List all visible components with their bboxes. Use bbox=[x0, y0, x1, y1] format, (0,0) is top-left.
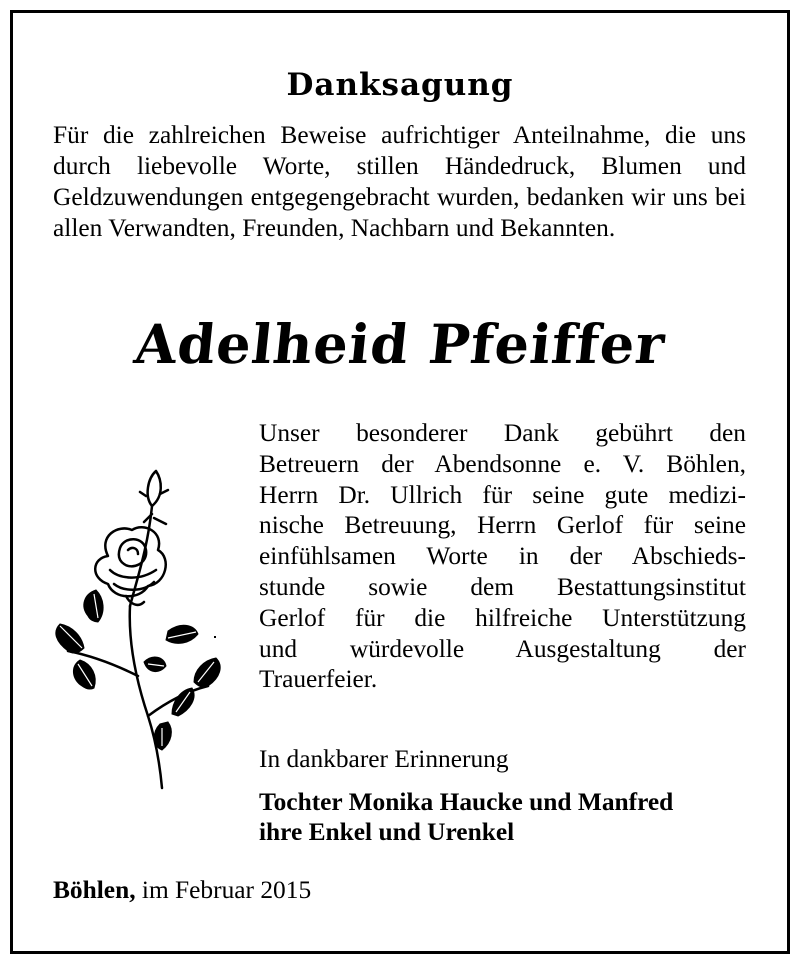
thanks-line: und würdevolle Ausgestaltung der bbox=[259, 634, 746, 663]
place-date bbox=[53, 876, 311, 905]
thanks-line: nische Betreuung, Herrn Gerlof für seine bbox=[259, 511, 746, 540]
intro-paragraph: Für die zahlreichen Beweise aufrichtiger Anteilnahme, die uns durch liebevolle Worte, stillen Händedruck, Blumen und Geldzuwendungen entgegengebracht wurden, bedanken wir uns bei allen Verwandten, Freunden, Nachbarn und Bekannten. bbox=[53, 121, 746, 242]
thanks-line: Trauerfeier. bbox=[259, 665, 378, 694]
rose-icon bbox=[48, 466, 223, 791]
deceased-name: Adelheid Pfeiffer bbox=[131, 312, 669, 376]
thanks-line: Gerlof für die hilfreiche Unterstützung bbox=[259, 603, 746, 632]
signatory-line: Tochter Monika Haucke und Manfred bbox=[259, 788, 674, 816]
date: im Februar 2015 bbox=[135, 876, 312, 904]
thanks-line: Herrn Dr. Ullrich für seine gute medizi- bbox=[259, 480, 746, 509]
thanks-paragraph bbox=[259, 418, 746, 695]
thanks-line: einfühlsamen Worte in der Abschieds- bbox=[259, 542, 746, 571]
signatories bbox=[259, 787, 673, 847]
thanks-line: stunde sowie dem Bestattungsinstitut bbox=[259, 572, 746, 601]
thanks-line: Betreuern der Abendsonne e. V. Böhlen, bbox=[259, 449, 746, 478]
ornament-dot bbox=[214, 636, 216, 638]
closing-line: In dankbarer Erinnerung bbox=[259, 745, 509, 773]
notice-heading: Danksagung bbox=[286, 67, 514, 103]
signatory-line: ihre Enkel und Urenkel bbox=[259, 818, 515, 846]
place: Böhlen, bbox=[53, 876, 136, 904]
thanks-line: Unser besonderer Dank gebührt den bbox=[259, 419, 746, 447]
